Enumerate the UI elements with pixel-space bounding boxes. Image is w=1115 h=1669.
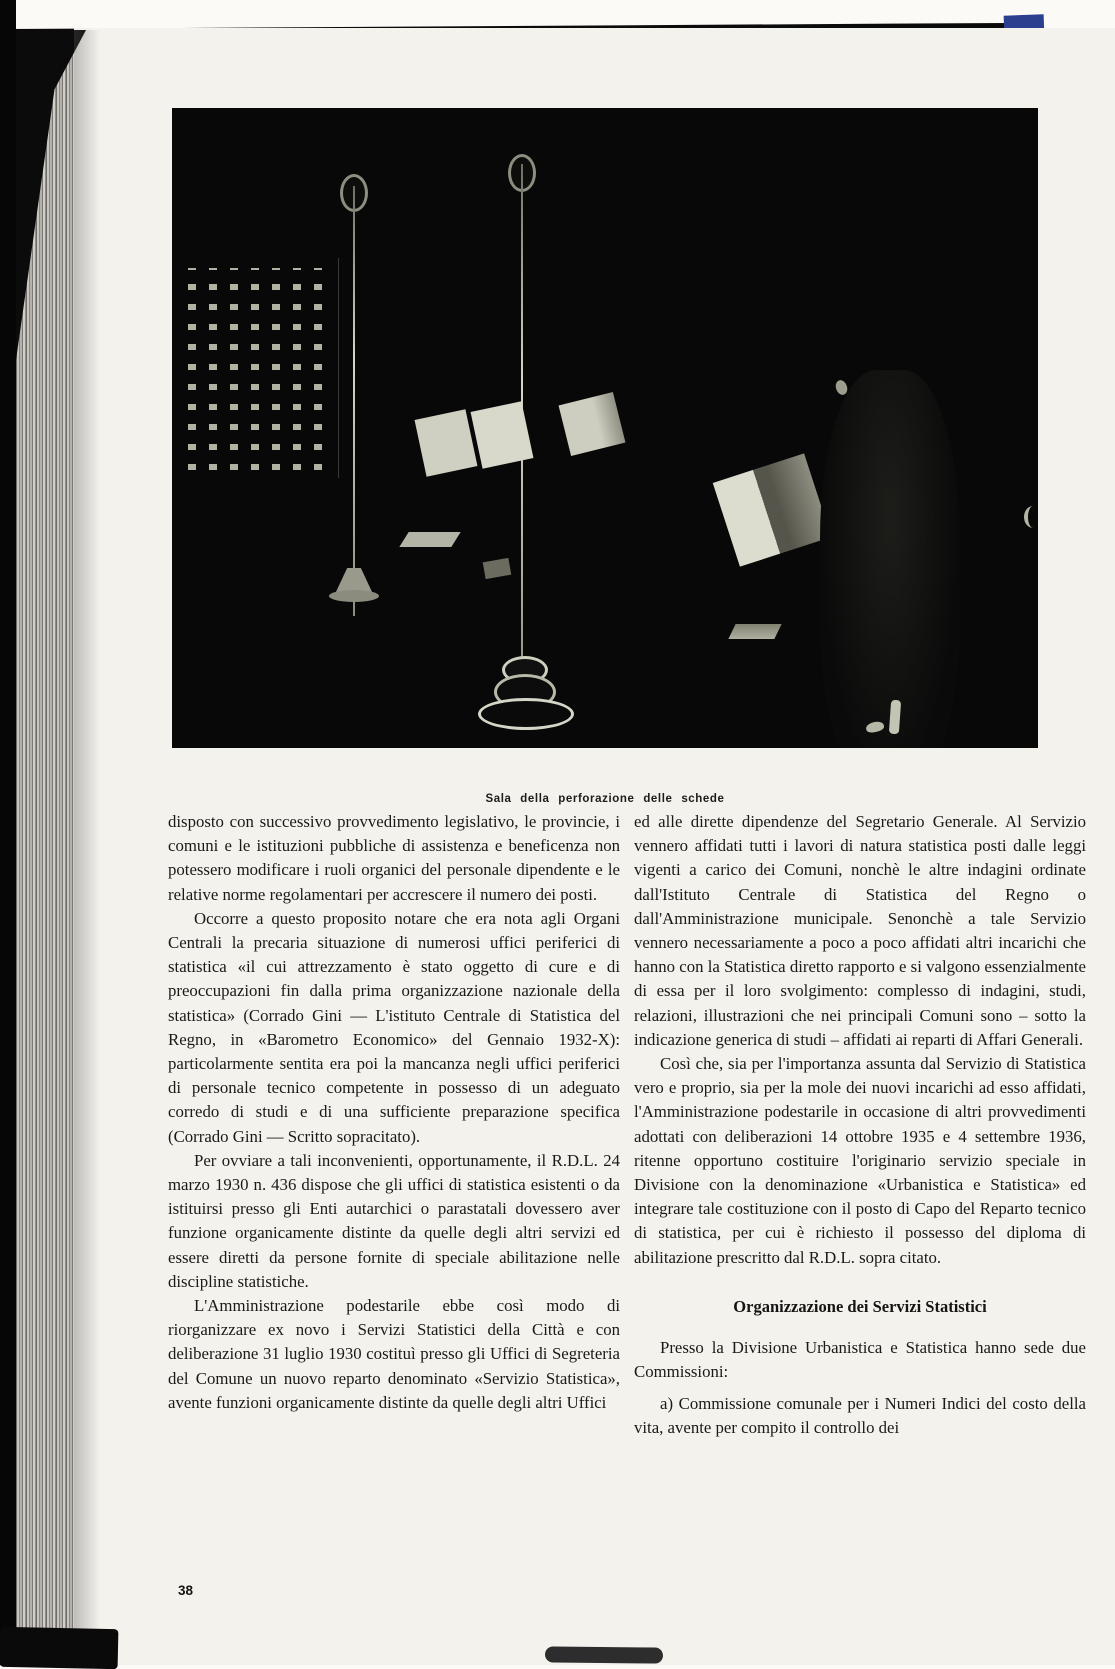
paper-sheet [74, 28, 1115, 1665]
binding-soft-shadow [74, 30, 100, 1665]
page-number: 38 [178, 1583, 194, 1598]
document-stand-card-2 [471, 401, 534, 469]
paragraph: ed alle dirette dipendenze del Segretario Generale. Al Servizio vennero affidati tutti i lavori di natura statistica posti dalle leggi vigenti a carico dei Comuni, nonchè le altre indagini ordinate dall'Istituto Centrale di Statistica del Regno o dall'Amministrazione municipale. Senonchè a tale Servizio vennero necessariamente a poco a poco affidati altri incarichi che hanno con la Statistica diretto rapporto e si valgono essenzialmente di essa per il loro svolgimento: complesso di indagini, studi, relazioni, illustrazioni che nei principali Comuni sono – sotto la indicazione generica di studi – affidati ai reparti di Affari Generali. [634, 812, 1086, 1049]
right-column-lower-paragraphs [634, 1336, 1086, 1441]
photo-edge-highlight [1024, 506, 1038, 528]
paragraph: disposto con successivo provvedimento legislativo, le provincie, i comuni e le istituzioni pubbliche di assistenza e beneficenza non potessero modificare i ruoli organici del personale dipendente e le relative norme regolamentari per accrescere il numero dei posti. [168, 812, 620, 904]
document-stand-card-1 [415, 409, 478, 477]
right-column-upper-paragraphs [634, 810, 1086, 1270]
bottom-left-shadow [0, 1627, 118, 1669]
worktable-card-2 [483, 558, 512, 579]
left-text-column [168, 810, 620, 1415]
paragraph: Presso la Divisione Urbanistica e Statistica hanno sede due Commissioni: [634, 1337, 1086, 1382]
binding-gutter [0, 0, 16, 1665]
floor-stand-left-pole [353, 186, 355, 616]
paragraph: L'Amministrazione podestarile ebbe così modo di riorganizzare ex novo i Servizi Statistici della Città e con deliberazione 31 luglio 1930 costituì presso gli Uffici di Segreteria del Comune un nuovo reparto denominato «Servizio Statistica», avente funzioni organicamente distinte da quelle degli altri Uffici [168, 1296, 620, 1412]
operator-silhouette [820, 370, 960, 748]
document-stand-ledger [713, 453, 831, 566]
paragraph: Per ovviare a tali inconvenienti, opportunamente, il R.D.L. 24 marzo 1930 n. 436 dispose che gli uffici di statistica esistenti o da istituirsi presso gli Enti autarchici o parastatali dovessero aver funzione organicamente distinte da quelle degli altri servizi ed essere diretti da persone fornite di speciale abilitazione nelle discipline statistiche. [168, 1150, 620, 1291]
paragraph: a) Commissione comunale per i Numeri Indici del costo della vita, avente per compito il controllo dei [634, 1394, 1086, 1438]
bottom-edge-smudge [545, 1646, 663, 1663]
rack-edge-line [338, 258, 339, 478]
photo-punch-card-room [172, 108, 1038, 748]
floor-stand-left-foot [329, 590, 379, 602]
punch-card-rack [188, 268, 334, 470]
paragraph: Così che, sia per l'importanza assunta dal Servizio di Statistica vero e proprio, sia per la mole dei nuovi incarichi ad esso affidati, l'Amministrazione podestarile in occasione di altri provvedimenti adottati con deliberazioni 14 ottobre 1935 e 4 settembre 1936, ritenne opportuno costituire l'originario servizio speciale in Divisione con la denominazione «Urbanistica e Statistica» ed integrare tale costituzione con il posto di Capo del Reparto tecnico di statistica, per cui è richiesto il possesso del diploma di abilitazione prescritto dal R.D.L. sopra citato. [634, 1054, 1086, 1267]
worktable-card-1 [399, 532, 460, 547]
photo-caption: Sala della perforazione delle schede [485, 793, 725, 805]
right-text-column [634, 810, 1086, 1441]
worktable-card-3 [728, 624, 781, 639]
floor-stand-right-foot [478, 698, 574, 730]
section-heading: Organizzazione dei Servizi Statistici [733, 1296, 987, 1316]
paragraph: Occorre a questo proposito notare che era nota agli Organi Centrali la precaria situazione di numerosi uffici periferici di statistica «il cui attrezzamento è stato oggetto di cure e di preoccupazioni fin dalla prima organizzazione nazionale della statistica» (Corrado Gini — L'istituto Centrale di Statistica del Regno, in «Barometro Economico» del Gennaio 1932-X): particolarmente sentita era poi la mancanza negli uffici periferici di personale tecnico competente in possesso di un adeguato corredo di studi e di una sufficiente preparazione specifica (Corrado Gini — Scritto sopracitato). [168, 908, 620, 1146]
document-stand-card-3 [559, 392, 626, 456]
